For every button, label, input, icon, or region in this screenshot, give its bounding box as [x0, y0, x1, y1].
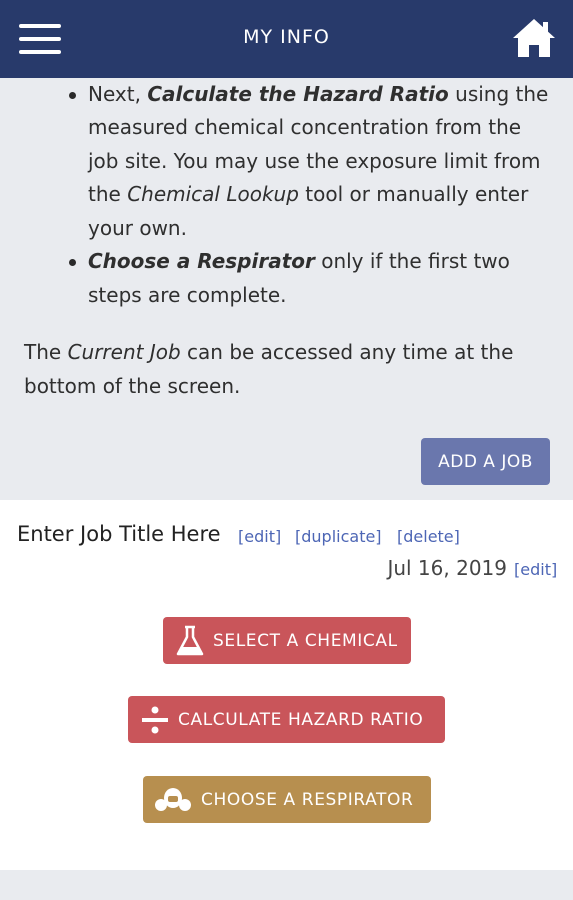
- select-chemical-label: SELECT A CHEMICAL: [213, 630, 398, 651]
- instruction-emphasis: Calculate the Hazard Ratio: [147, 81, 449, 106]
- instruction-emphasis: Choose a Respirator: [88, 249, 315, 273]
- intro-section: [0, 78, 573, 500]
- calculate-hazard-button[interactable]: [128, 696, 445, 743]
- note-emphasis: Current Job: [67, 340, 181, 364]
- app-header: [0, 0, 573, 78]
- choose-respirator-label: CHOOSE A RESPIRATOR: [201, 789, 414, 810]
- divide-icon: [140, 705, 170, 735]
- duplicate-job-link[interactable]: [duplicate]: [295, 527, 382, 546]
- note-text: can be accessed any time at the bottom of the screen.: [24, 340, 514, 398]
- instruction-list: [0, 44, 573, 312]
- instruction-item-respirator: [88, 245, 549, 312]
- choose-respirator-button[interactable]: [143, 776, 431, 823]
- job-card: [0, 500, 573, 870]
- bottom-strip: [0, 870, 573, 900]
- instruction-item-hazard: [88, 78, 549, 246]
- page-title: MY INFO: [243, 26, 330, 48]
- add-job-button[interactable]: ADD A JOB: [421, 438, 550, 485]
- edit-title-link[interactable]: [edit]: [238, 527, 282, 546]
- instruction-emphasis: Chemical Lookup: [127, 182, 299, 206]
- calculate-hazard-label: CALCULATE HAZARD RATIO: [178, 709, 424, 730]
- edit-date-link[interactable]: [edit]: [514, 560, 558, 579]
- job-date: Jul 16, 2019: [387, 556, 507, 580]
- job-title: Enter Job Title Here: [17, 522, 221, 546]
- current-job-note: [0, 312, 573, 403]
- respirator-icon: [155, 785, 191, 815]
- select-chemical-button[interactable]: [163, 617, 411, 664]
- instruction-text: tool or manually enter your own.: [88, 182, 529, 240]
- flask-icon: [175, 625, 205, 657]
- instruction-text: Next,: [88, 81, 148, 106]
- instruction-text: only if the first two steps are complete.: [88, 249, 510, 307]
- home-icon[interactable]: [511, 17, 557, 59]
- note-text: The: [24, 340, 68, 364]
- delete-job-link[interactable]: [delete]: [397, 527, 460, 546]
- instruction-text: using the measured chemical concentration from the job site. You may use the exposure limit from the: [88, 81, 549, 206]
